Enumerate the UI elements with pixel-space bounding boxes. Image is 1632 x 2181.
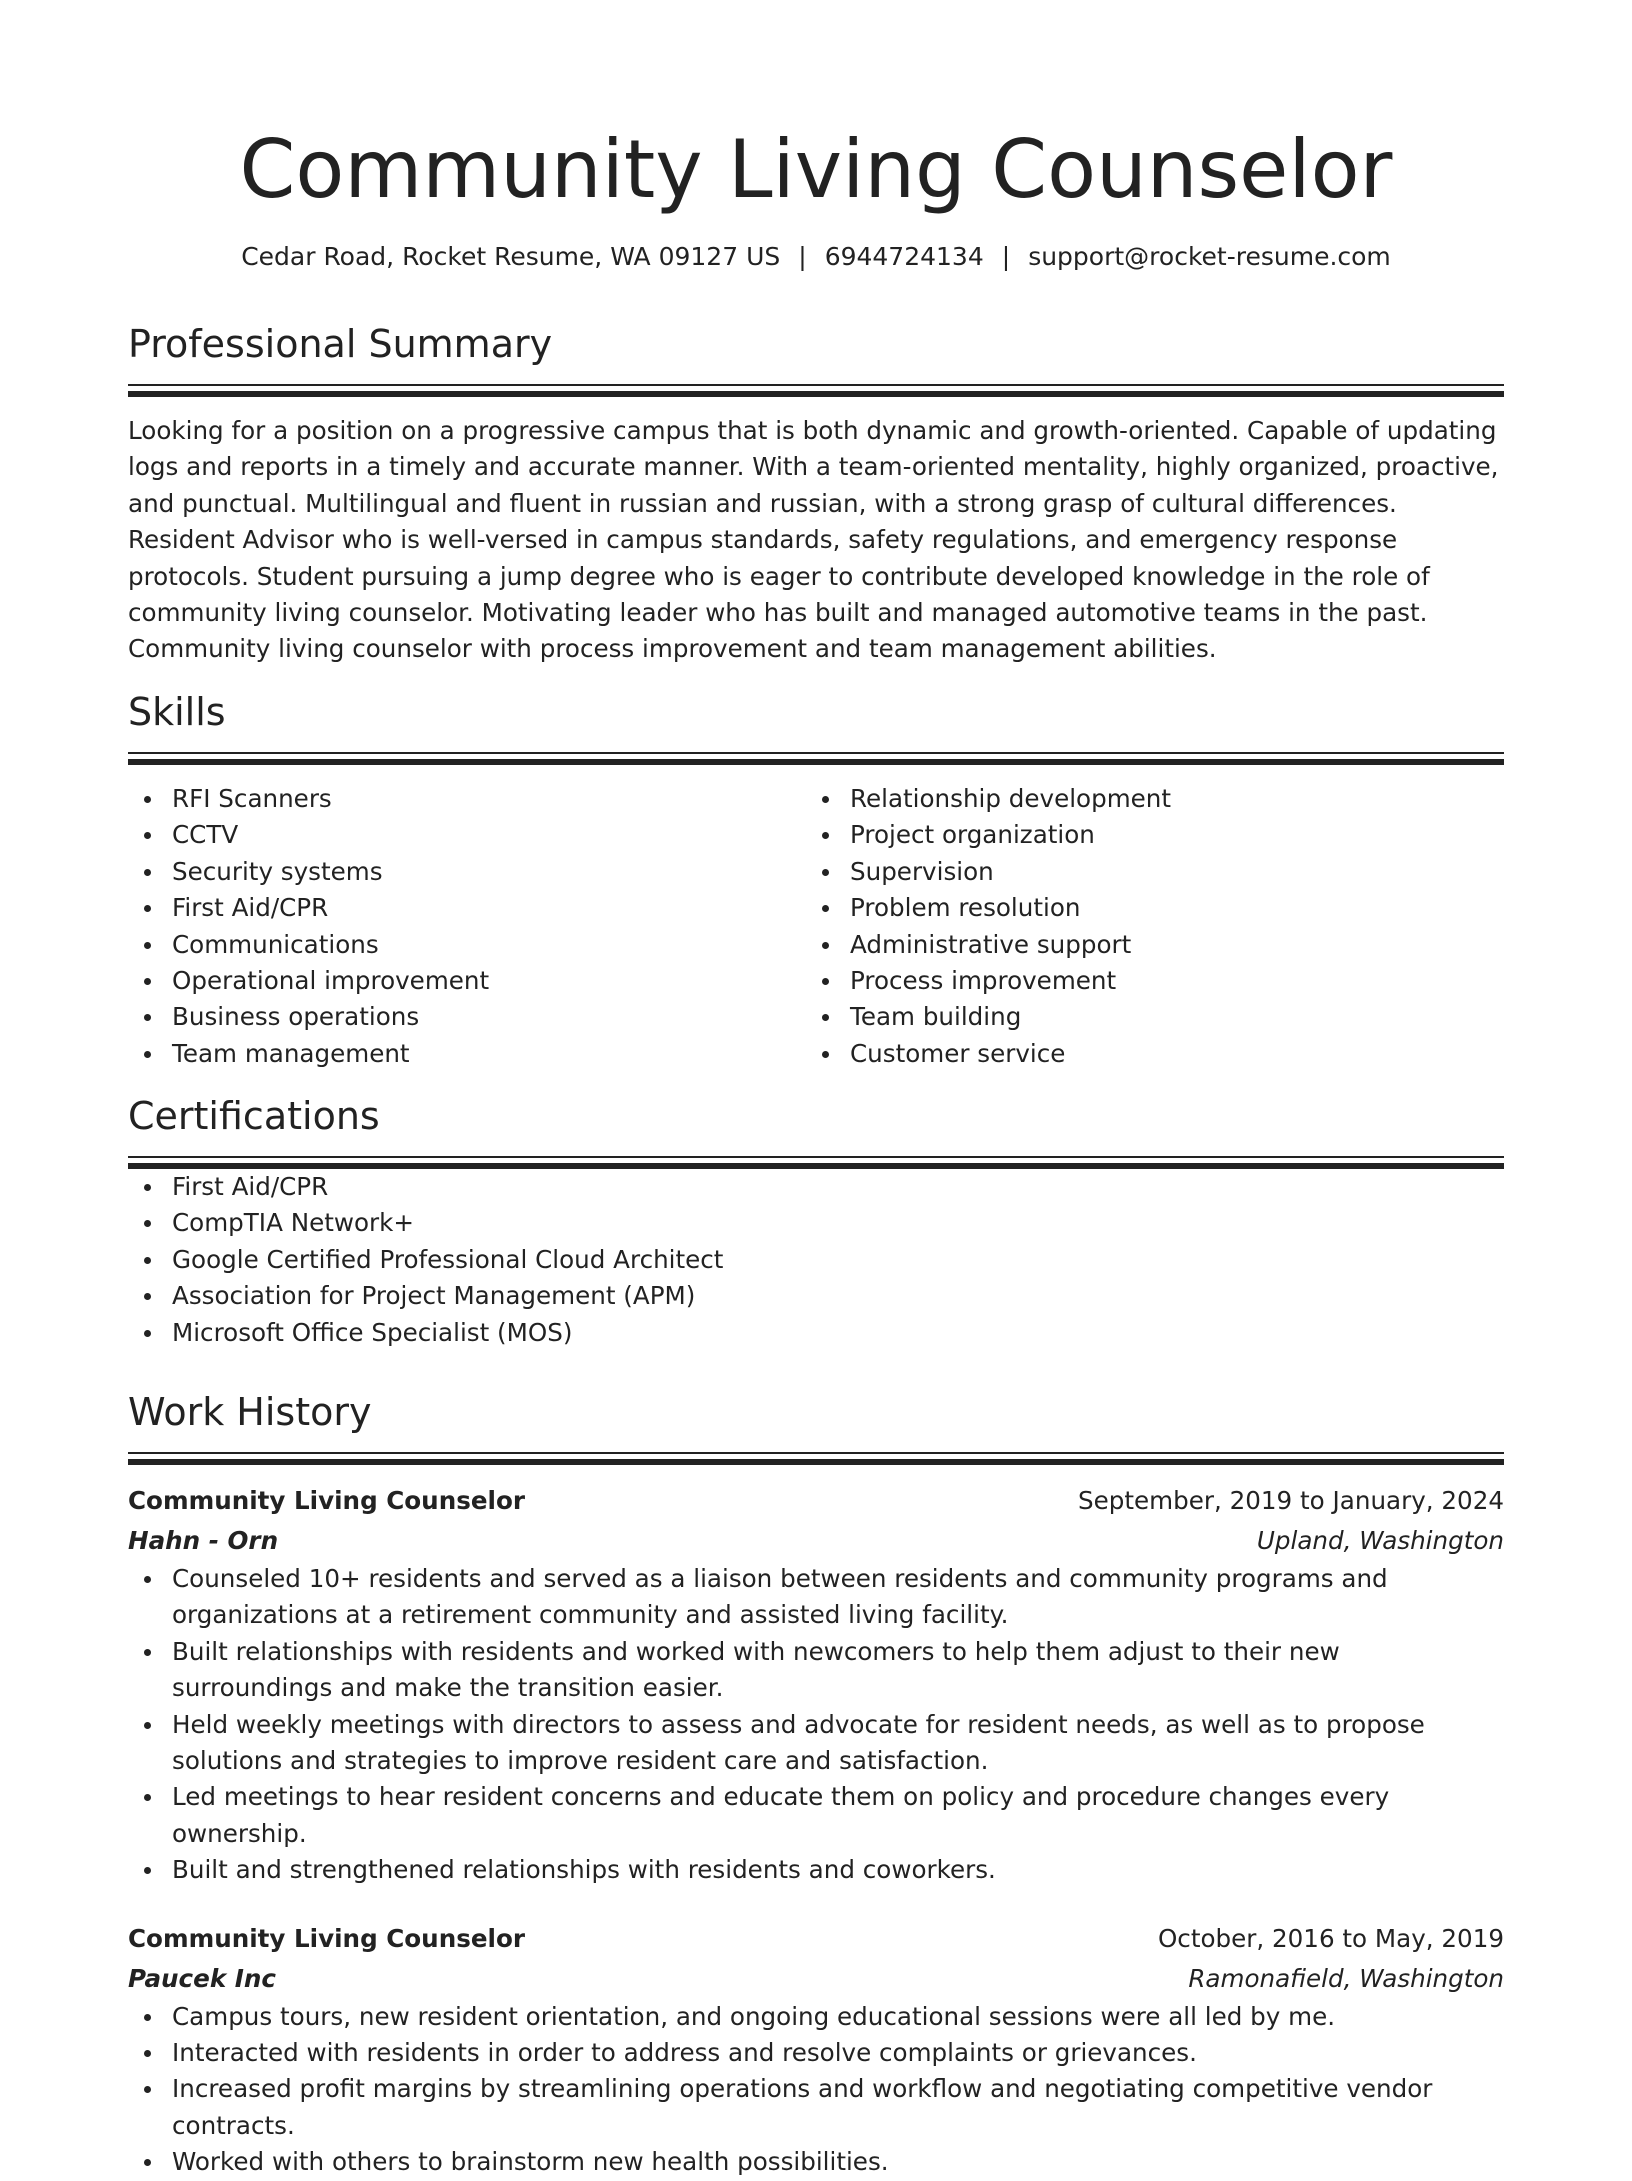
job-bullet: Led meetings to hear resident concerns and educate them on policy and procedure changes every ownership.: [128, 1779, 1504, 1852]
skill-item: CCTV: [128, 817, 806, 853]
certifications-list: [128, 1169, 1504, 1351]
job-location: Ramonafield, Washington: [1188, 1963, 1504, 1993]
job-subheader-row: [128, 1959, 1504, 1999]
section-title-certifications: Certifications: [128, 1094, 380, 1138]
job-entry: [128, 1481, 1504, 1889]
job-bullet: Held weekly meetings with directors to assess and advocate for resident needs, as well as to propose solutions and strategies to improve resident care and satisfaction.: [128, 1707, 1504, 1780]
job-location: Upland, Washington: [1256, 1526, 1504, 1555]
job-bullet: Built and strengthened relationships with residents and coworkers.: [128, 1852, 1504, 1888]
contact-separator: |: [1001, 242, 1011, 271]
job-dates: September, 2019 to January, 2024: [1078, 1486, 1504, 1515]
section-divider: [128, 1452, 1504, 1454]
skill-item: Operational improvement: [128, 963, 806, 999]
certification-item: First Aid/CPR: [128, 1169, 1504, 1205]
summary-paragraph: Looking for a position on a progressive campus that is both dynamic and growth-oriented. Capable of updating logs and reports in a timely and accurate manner. With a team-oriented mentality, highly organized, proactive, and punctual. Multilingual and fluent in russian and russian, with a strong grasp of cultural differences. Resident Advisor who is well-versed in campus standards, safety regulations, and emergency response protocols. Student pursuing a jump degree who is eager to contribute developed knowledge in the role of community living counselor. Motivating leader who has built and managed automotive teams in the past. Community living counselor with process improvement and team management abilities.: [128, 416, 1499, 664]
job-title: Community Living Counselor: [128, 1923, 525, 1953]
skill-item: Supervision: [806, 854, 1484, 890]
contact-email: support@rocket-resume.com: [1028, 242, 1391, 271]
skills-list-right: [806, 781, 1484, 1072]
section-divider: [128, 384, 1504, 386]
job-header-row: [128, 1919, 1504, 1959]
job-dates: October, 2016 to May, 2019: [1157, 1923, 1504, 1953]
contact-separator: |: [798, 242, 807, 271]
certifications-section: [128, 1090, 1504, 1351]
skill-item: Relationship development: [806, 781, 1484, 817]
certification-item: Microsoft Office Specialist (MOS): [128, 1315, 1504, 1351]
skill-item: Team management: [128, 1036, 806, 1072]
skills-list-left: [128, 781, 806, 1072]
skill-item: Problem resolution: [806, 890, 1484, 926]
work-history-section: [128, 1386, 1504, 2181]
certification-item: CompTIA Network+: [128, 1205, 1504, 1241]
job-company: Hahn - Orn: [128, 1526, 279, 1555]
job-header-row: [128, 1481, 1504, 1521]
job-bullets: [128, 1561, 1504, 1889]
candidate-name: Community Living Counselor: [239, 123, 1393, 216]
section-divider: [128, 1156, 1504, 1158]
skill-item: Project organization: [806, 817, 1484, 853]
job-company: Paucek Inc: [128, 1963, 276, 1993]
job-bullet: Built relationships with residents and worked with newcomers to help them adjust to their new surroundings and make the transition easier.: [128, 1634, 1504, 1707]
contact-phone: 6944724134: [824, 242, 984, 271]
section-divider-thick: [128, 1459, 1504, 1465]
job-bullet: Worked with others to brainstorm new health possibilities.: [128, 2144, 1504, 2180]
job-bullet: Increased profit margins by streamlining operations and workflow and negotiating competitive vendor contracts.: [128, 2071, 1504, 2144]
skill-item: Administrative support: [806, 927, 1484, 963]
summary-section: [128, 318, 1504, 668]
skill-item: Business operations: [128, 999, 806, 1035]
section-divider-thick: [128, 759, 1504, 765]
skill-item: RFI Scanners: [128, 781, 806, 817]
job-bullet: Counseled 10+ residents and served as a liaison between residents and community programs and organizations at a retirement community and assisted living facility.: [128, 1561, 1504, 1634]
section-divider-thick: [128, 391, 1504, 397]
resume-header: [128, 0, 1504, 274]
section-title-work-history: Work History: [128, 1390, 372, 1434]
section-title-summary: Professional Summary: [128, 322, 553, 366]
skill-item: Communications: [128, 927, 806, 963]
skill-item: Team building: [806, 999, 1484, 1035]
skill-item: Process improvement: [806, 963, 1484, 999]
job-bullets: [128, 1999, 1504, 2181]
skill-item: Customer service: [806, 1036, 1484, 1072]
certification-item: Association for Project Management (APM): [128, 1278, 1504, 1314]
job-bullet: Campus tours, new resident orientation, and ongoing educational sessions were all led by me.: [128, 1999, 1504, 2035]
skill-item: First Aid/CPR: [128, 890, 806, 926]
job-subheader-row: [128, 1521, 1504, 1561]
job-bullet: Interacted with residents in order to address and resolve complaints or grievances.: [128, 2035, 1504, 2071]
job-entry: [128, 1919, 1504, 2181]
skills-section: [128, 686, 1504, 1072]
skills-grid: [128, 781, 1504, 1072]
job-title: Community Living Counselor: [128, 1486, 525, 1515]
contact-line: [128, 240, 1504, 274]
contact-address: Cedar Road, Rocket Resume, WA 09127 US: [241, 242, 781, 271]
skill-item: Security systems: [128, 854, 806, 890]
section-divider: [128, 752, 1504, 754]
section-title-skills: Skills: [128, 690, 226, 734]
certification-item: Google Certified Professional Cloud Architect: [128, 1242, 1504, 1278]
